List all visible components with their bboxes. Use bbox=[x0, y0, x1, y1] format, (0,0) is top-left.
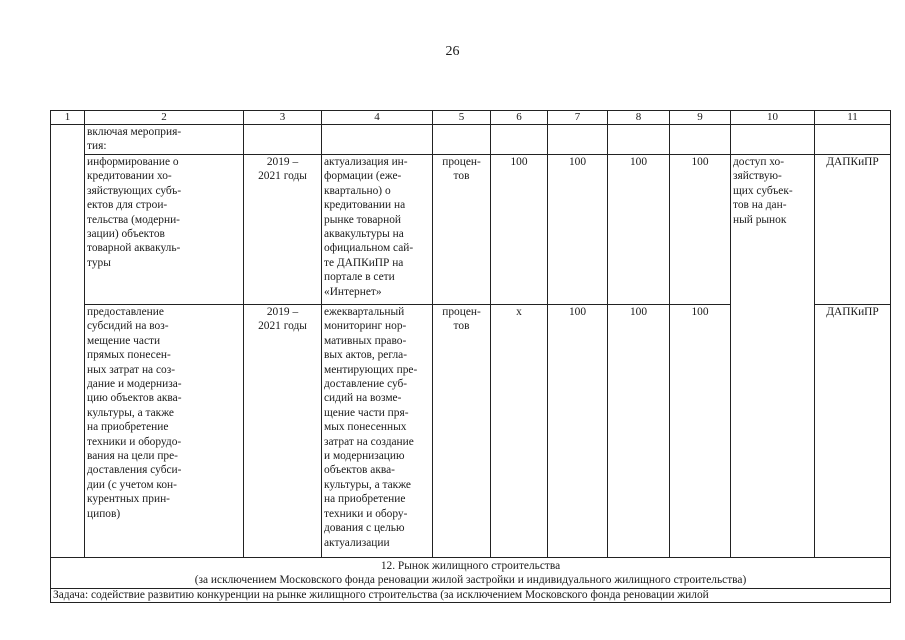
table-cell: ДАПКиПР bbox=[815, 305, 891, 558]
empty-cell bbox=[51, 125, 85, 558]
empty-cell bbox=[608, 125, 670, 155]
column-header: 7 bbox=[548, 111, 608, 125]
table-cell: 100 bbox=[670, 155, 731, 305]
table-cell: информирование о кредитовании хо- зяйствующих субъ- ектов для строи- тельства (модерни- зации) объектов товарной аквакуль- туры bbox=[85, 155, 244, 305]
section-title: 12. Рынок жилищного строительства bbox=[380, 560, 561, 572]
column-header: 9 bbox=[670, 111, 731, 125]
column-header: 10 bbox=[731, 111, 815, 125]
empty-cell bbox=[433, 125, 491, 155]
table-cell: 100 bbox=[608, 155, 670, 305]
table-cell: 100 bbox=[548, 305, 608, 558]
table-cell: включая мероприя- тия: bbox=[85, 125, 244, 155]
measures-table bbox=[50, 110, 891, 603]
page-number: 26 bbox=[445, 44, 460, 59]
column-header: 2 bbox=[85, 111, 244, 125]
column-header: 6 bbox=[491, 111, 548, 125]
table-cell: 100 bbox=[491, 155, 548, 305]
column-header: 11 bbox=[815, 111, 891, 125]
task-row bbox=[51, 589, 891, 603]
table-cell: процен- тов bbox=[433, 155, 491, 305]
empty-cell bbox=[815, 125, 891, 155]
empty-cell bbox=[322, 125, 433, 155]
section-heading-row bbox=[51, 558, 891, 589]
empty-cell bbox=[491, 125, 548, 155]
table-cell: доступ хо- зяйствую- щих субъек- тов на дан- ный рынок bbox=[731, 155, 815, 558]
table-cell: ДАПКиПР bbox=[815, 155, 891, 305]
table-cell: 2019 – 2021 годы bbox=[244, 155, 322, 305]
empty-cell bbox=[548, 125, 608, 155]
task-text: Задача: содействие развитию конкуренции на рынке жилищного строительства (за исключением Московского фонда реновации жилой bbox=[51, 589, 891, 603]
section-heading bbox=[51, 558, 891, 589]
empty-cell bbox=[731, 125, 815, 155]
table-cell: ежеквартальный мониторинг нор- мативных право- вых актов, регла- ментирующих пре- доставление суб- сидий на возме- щение части пря- мых понесенных затрат на создание и модернизацию объектов аква- культуры, а также на приобретение техники и обору- дования с целью актуализации bbox=[322, 305, 433, 558]
empty-cell bbox=[244, 125, 322, 155]
section-subtitle: (за исключением Московского фонда реновации жилой застройки и индивидуального жилищного строительства) bbox=[194, 574, 747, 586]
table-cell: 100 bbox=[608, 305, 670, 558]
empty-cell bbox=[670, 125, 731, 155]
table-cell: процен- тов bbox=[433, 305, 491, 558]
table-cell: 2019 – 2021 годы bbox=[244, 305, 322, 558]
intro-row bbox=[51, 125, 891, 155]
column-header: 8 bbox=[608, 111, 670, 125]
table-cell: 100 bbox=[670, 305, 731, 558]
table-row bbox=[51, 155, 891, 305]
column-header: 4 bbox=[322, 111, 433, 125]
table-cell: 100 bbox=[548, 155, 608, 305]
table-cell: предоставление субсидий на воз- мещение части прямых понесен- ных затрат на соз- дание и модерниза- цию объектов аква- культуры, а также на приобретение техники и оборудо- вания на цели пре- доставления субси- дии (с учетом кон- курентных прин- ципов) bbox=[85, 305, 244, 558]
table-cell: актуализация ин- формации (еже- квартально) о кредитовании на рынке товарной аквакультуры на официальном сай- те ДАПКиПР на портале в сети «Интернет» bbox=[322, 155, 433, 305]
column-header: 1 bbox=[51, 111, 85, 125]
column-header: 3 bbox=[244, 111, 322, 125]
column-header: 5 bbox=[433, 111, 491, 125]
table-cell: x bbox=[491, 305, 548, 558]
column-number-row bbox=[51, 111, 891, 125]
